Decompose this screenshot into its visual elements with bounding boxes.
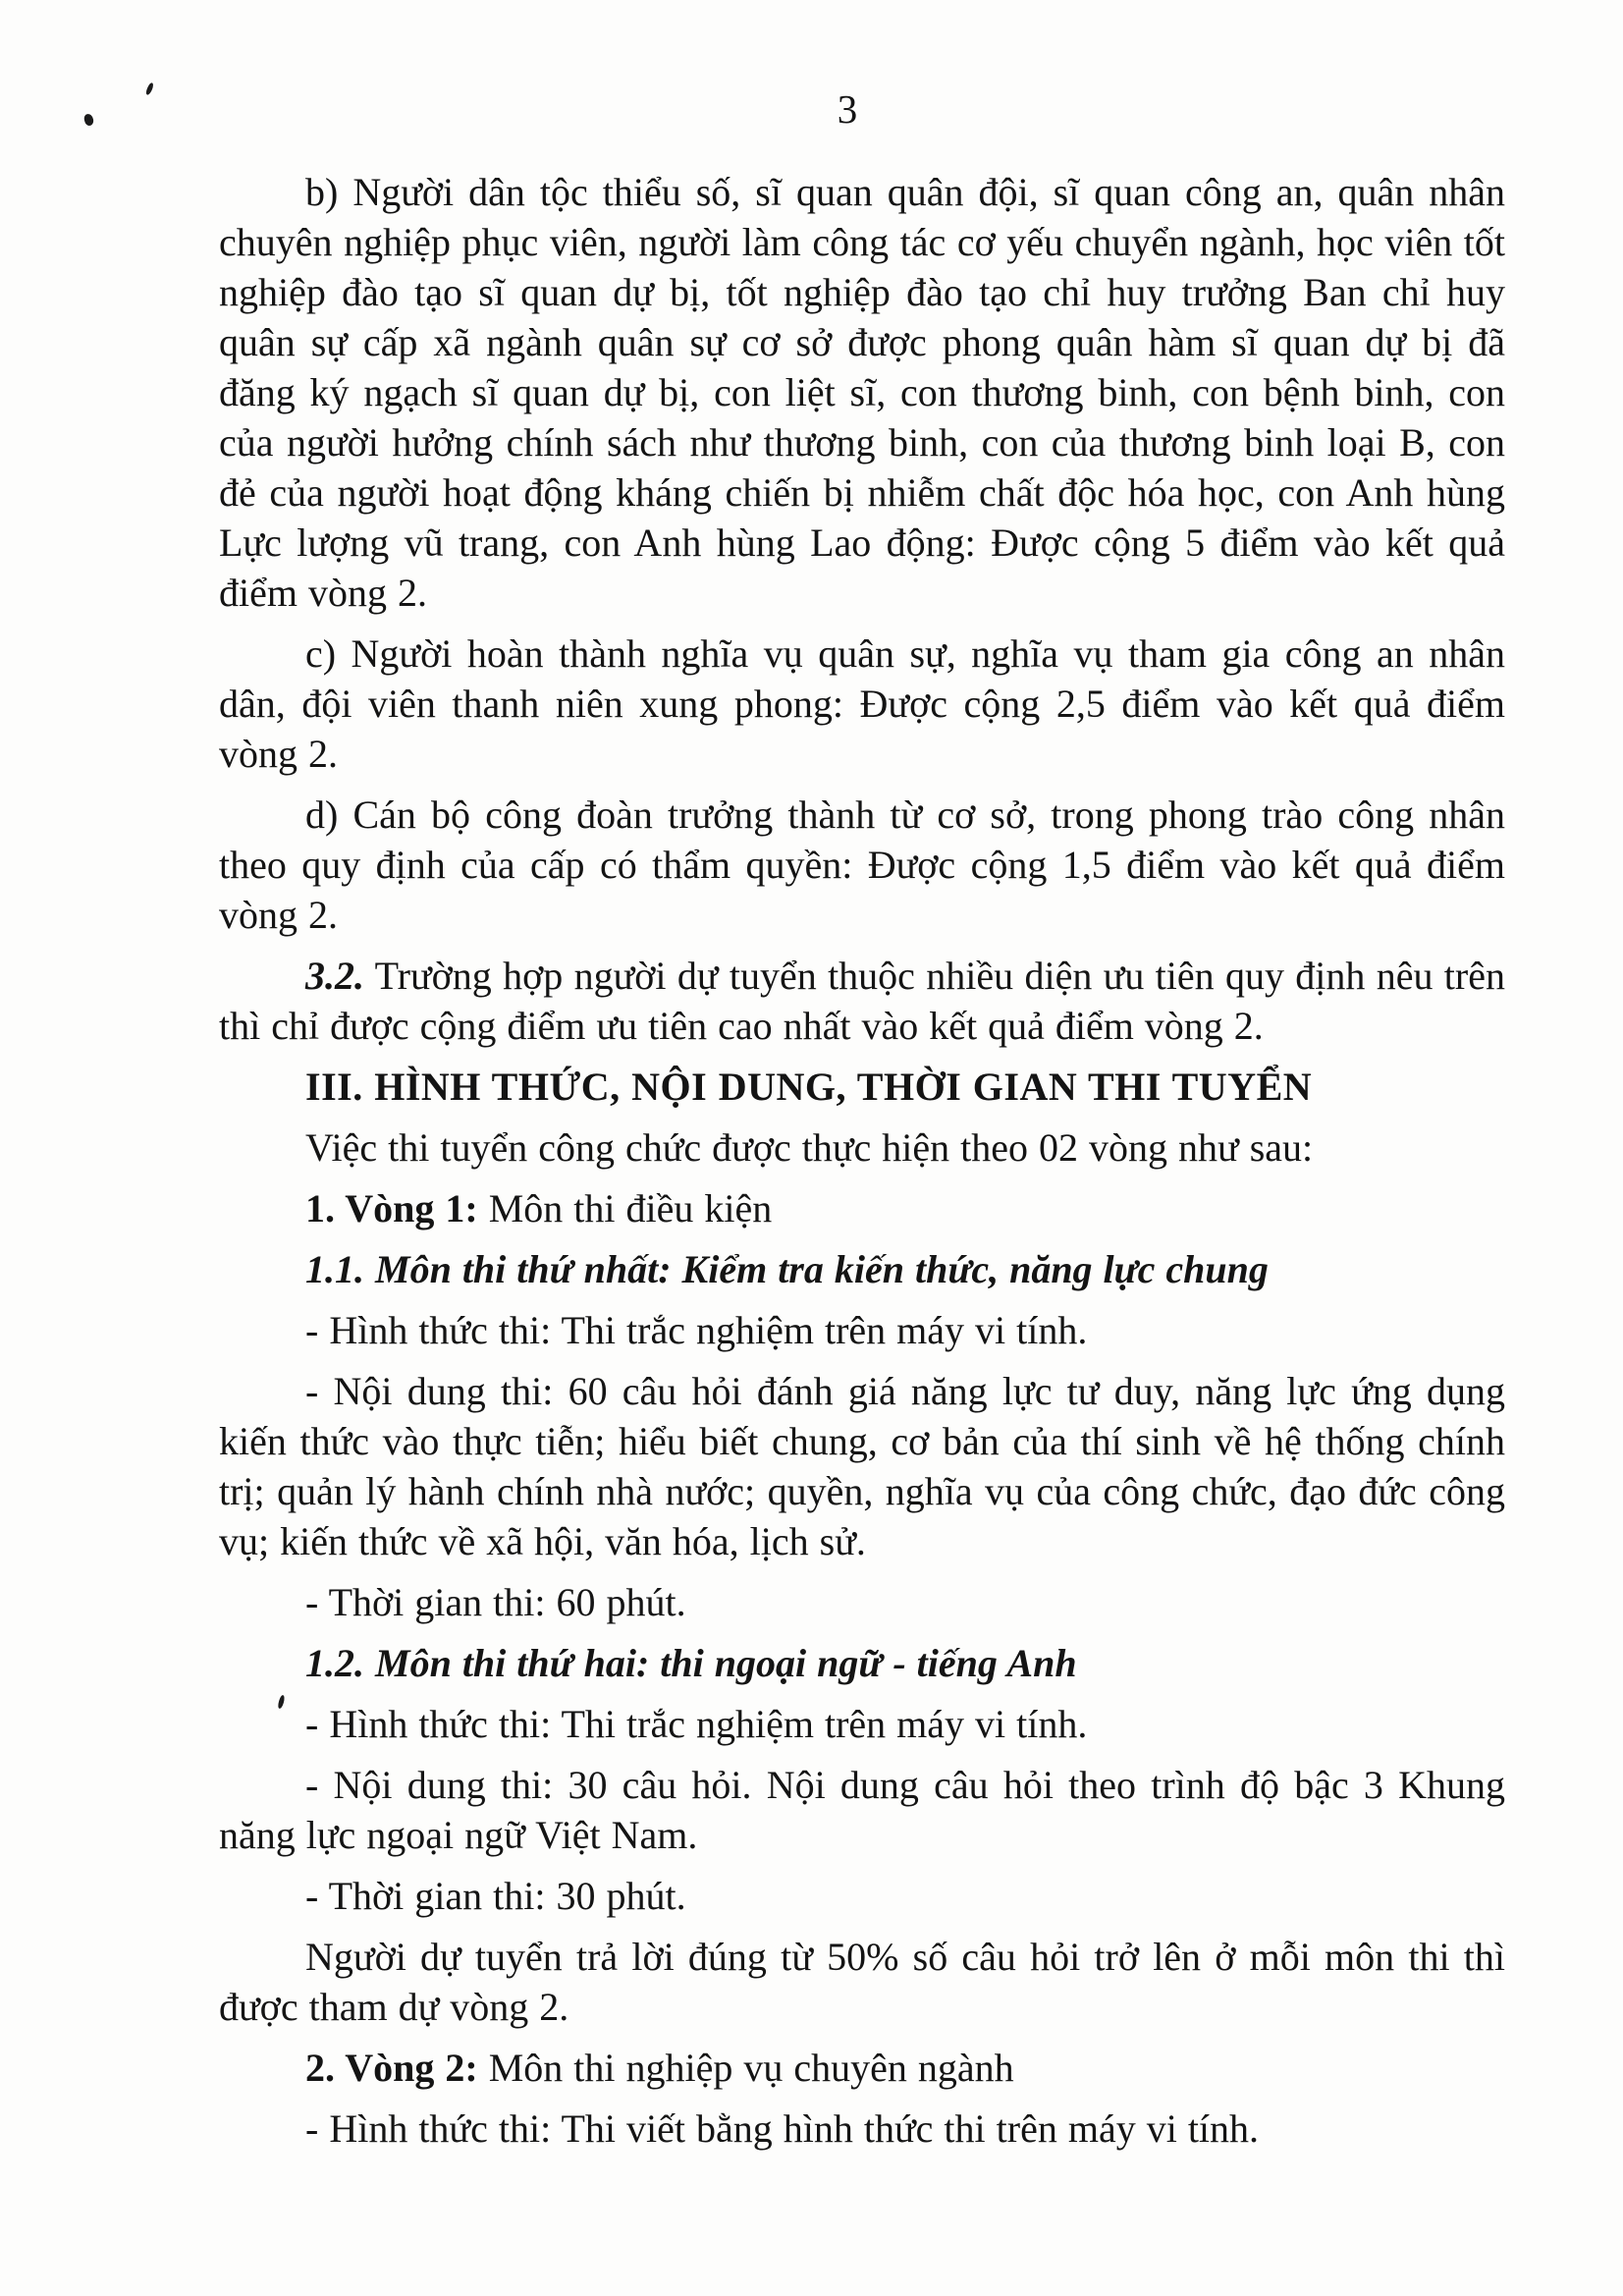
paragraph-content-exam-1: - Nội dung thi: 60 câu hỏi đánh giá năng lực tư duy, năng lực ứng dụng kiến thức vào thực tiễn; hiểu biết chung, cơ bản của thí sinh về hệ thống chính trị; quản lý hành chính nhà nước; quyền, nghĩa vụ của công chức, đạo đức công vụ; kiến thức về xã hội, văn hóa, lịch sử. — [219, 1369, 1505, 1563]
page-number: 3 — [837, 86, 858, 132]
paragraph-point-b: b) Người dân tộc thiểu số, sĩ quan quân đội, sĩ quan công an, quân nhân chuyên nghiệp phục viên, người làm công tác cơ yếu chuyển ngành, học viên tốt nghiệp đào tạo sĩ quan dự bị, tốt nghiệp đào tạo chỉ huy trưởng Ban chỉ huy quân sự cấp xã ngành quân sự cơ sở được phong quân hàm sĩ quan dự bị đã đăng ký ngạch sĩ quan dự bị, con liệt sĩ, con thương binh, con bệnh binh, con của người hưởng chính sách như thương binh, con của thương binh loại B, con đẻ của người hoạt động kháng chiến bị nhiễm chất độc hóa học, con Anh hùng Lực lượng vũ trang, con Anh hùng Lao động: Được cộng 5 điểm vào kết quả điểm vòng 2. — [219, 170, 1505, 615]
paragraph-lead: 2. Vòng 2: — [305, 2046, 478, 2090]
paragraph-format-exam-2: - Hình thức thi: Thi trắc nghiệm trên máy vi tính. — [305, 1702, 1088, 1746]
paragraph-time-exam-1: - Thời gian thi: 60 phút. — [305, 1580, 686, 1624]
paragraph-format-round-2: - Hình thức thi: Thi viết bằng hình thức thi trên máy vi tính. — [305, 2106, 1260, 2151]
heading-1-2: 1.2. Môn thi thứ hai: thi ngoại ngữ - tiếng Anh — [305, 1641, 1077, 1685]
paragraph-intro-rounds: Việc thi tuyển công chức được thực hiện theo 02 vòng như sau: — [305, 1125, 1314, 1170]
section-heading-iii: III. HÌNH THỨC, NỘI DUNG, THỜI GIAN THI TUYỂN — [305, 1065, 1313, 1109]
paragraph-pass-condition: Người dự tuyển trả lời đúng từ 50% số câu hỏi trở lên ở mỗi môn thi thì được tham dự vòng 2. — [219, 1935, 1505, 2029]
paragraph-lead: 3.2. — [305, 954, 364, 998]
paragraph-lead: 1. Vòng 1: — [305, 1186, 478, 1230]
paragraph-point-d: d) Cán bộ công đoàn trưởng thành từ cơ sở, trong phong trào công nhân theo quy định của cấp có thẩm quyền: Được cộng 1,5 điểm vào kết quả điểm vòng 2. — [219, 793, 1505, 937]
paragraph-round-2: 2. Vòng 2: Môn thi nghiệp vụ chuyên ngành — [305, 2046, 1014, 2090]
document-body — [219, 167, 1505, 2164]
paragraph-time-exam-2: - Thời gian thi: 30 phút. — [305, 1874, 686, 1918]
paragraph-3-2: 3.2. Trường hợp người dự tuyển thuộc nhiều diện ưu tiên quy định nêu trên thì chỉ được cộng điểm ưu tiên cao nhất vào kết quả điểm vòng 2. — [219, 954, 1505, 1048]
heading-1-1: 1.1. Môn thi thứ nhất: Kiểm tra kiến thức, năng lực chung — [305, 1247, 1269, 1291]
paragraph-round-1: 1. Vòng 1: Môn thi điều kiện — [305, 1186, 773, 1230]
paragraph-format-exam-1: - Hình thức thi: Thi trắc nghiệm trên máy vi tính. — [305, 1308, 1088, 1352]
paragraph-point-c: c) Người hoàn thành nghĩa vụ quân sự, nghĩa vụ tham gia công an nhân dân, đội viên thanh niên xung phong: Được cộng 2,5 điểm vào kết quả điểm vòng 2. — [219, 631, 1505, 776]
paragraph-content-exam-2: - Nội dung thi: 30 câu hỏi. Nội dung câu hỏi theo trình độ bậc 3 Khung năng lực ngoại ngữ Việt Nam. — [219, 1763, 1505, 1857]
